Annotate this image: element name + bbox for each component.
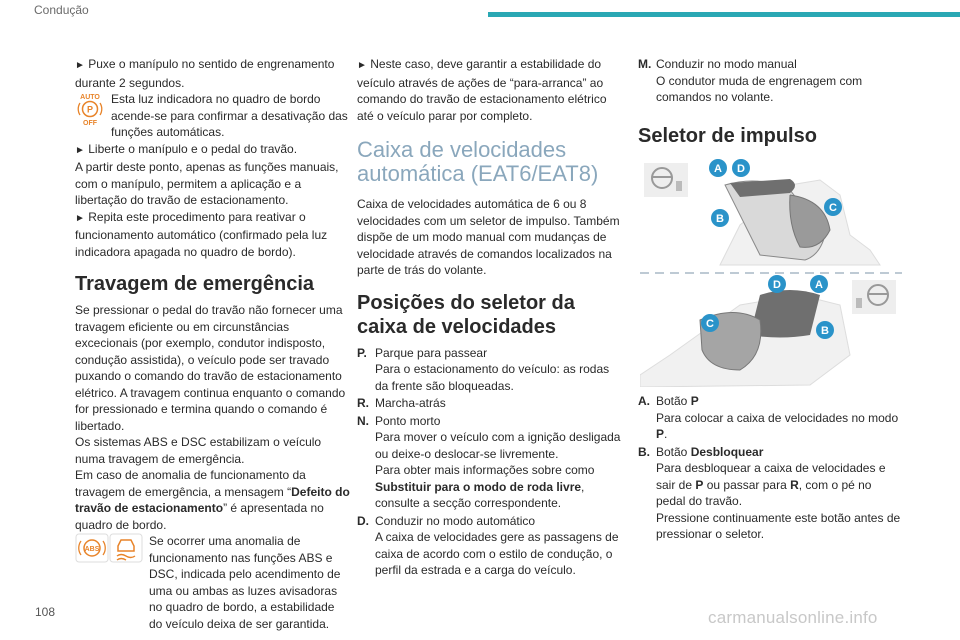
paragraph: A partir deste ponto, apenas as funções manuais, com o manípulo, permitem a aplicação e a libertação do travão de estacionamento. <box>75 160 339 207</box>
abs-dsc-note: ABS Se ocorrer uma anomalia de funcionamento nas funções ABS e DSC, indicada pelo acendimento de uma ou ambas as luzes avisadoras no quadro de bordo, a estabilidade do veículo deixa de ser garantida. <box>75 533 350 632</box>
svg-text:A: A <box>714 163 722 175</box>
svg-text:D: D <box>737 163 745 175</box>
column-1 <box>75 56 350 632</box>
heading-selector-positions: Posições do seletor da caixa de velocidades <box>357 291 575 338</box>
arrow-bullet-icon: ► <box>75 144 85 156</box>
indicator-note: AUTO P OFF Esta luz indicadora no quadro de bordo acende-se para confirmar a desativação das funções automáticas. <box>75 91 350 141</box>
badge-a-bottom <box>810 275 828 293</box>
badge-a-top <box>709 159 727 177</box>
svg-text:AUTO: AUTO <box>80 94 100 101</box>
badge-d-bottom <box>768 275 786 293</box>
position-d: D. Conduzir no modo automático A caixa de velocidades gere as passagens de caixa de acordo com o estilo de condução, o perfil da estrada e a carga do veículo. <box>357 513 619 577</box>
position-m: M. Conduzir no modo manual O condutor muda de engrenagem com comandos no volante. <box>638 57 863 104</box>
badge-c-bottom <box>701 314 719 332</box>
column-3-defs <box>638 393 903 544</box>
svg-text:B: B <box>821 325 829 337</box>
svg-text:P: P <box>86 104 94 115</box>
unlock-button-def: B. Botão Desbloquear Para desbloquear a caixa de velocidades e sair de P ou passar para R, com o pé no pedal do travão. Pressione continuamente este botão antes de pressionar o seletor. <box>638 444 901 541</box>
selector-lever-bottom <box>640 290 850 387</box>
steering-wheel-lhd-icon <box>644 163 688 197</box>
svg-text:C: C <box>706 318 714 330</box>
heading-automatic-gearbox: Caixa de velocidades automática (EAT6/EAT8) <box>357 137 599 186</box>
position-p: P. Parque para passear Para o estacionamento do veículo: as rodas da frente são bloqueadas. <box>357 345 610 393</box>
paragraph: ► Puxe o manípulo no sentido de engrenamento durante 2 segundos. <box>75 57 335 90</box>
selector-lever-top <box>720 179 880 265</box>
svg-text:C: C <box>829 202 837 214</box>
arrow-bullet-icon: ► <box>75 60 85 71</box>
paragraph: Os sistemas ABS e DSC estabilizam o veículo numa travagem de emergência. <box>75 435 322 466</box>
heading-emergency-braking: Travagem de emergência <box>75 273 315 295</box>
page-header-title: Condução <box>34 3 89 17</box>
paragraph: ► Repita este procedimento para reativar o funcionamento automático (confirmado pela luz indicadora apagada no quadro de bordo). <box>75 209 328 259</box>
button-p-def: A. Botão P Para colocar a caixa de velocidades no modo P. <box>638 394 899 441</box>
paragraph: Em caso de anomalia de funcionamento da travagem de emergência, a mensagem “Defeito do travão de estacionamento” é apresentada no quadro de bordo. <box>75 468 350 532</box>
paragraph: Se pressionar o pedal do travão não fornecer uma travagem eficiente ou em circunstâncias excecionais (por exemplo, condutor indisposto, condução assistida), o veículo pode ser travado puxando o comando do travão de estacionamento elétrico. A travagem continua enquanto o comando for pressionado e termina quando o comando é libertado. <box>75 303 346 433</box>
paragraph: ► Liberte o manípulo e o pedal do travão. <box>75 141 298 156</box>
steering-wheel-rhd-icon <box>852 280 896 314</box>
impulse-selector-illustration <box>640 155 902 387</box>
page-number: 108 <box>35 605 56 619</box>
paragraph: Caixa de velocidades automática de 6 ou 8 velocidades com um seletor de impulso. Também dispõe de um modo manual com mudanças de velocidade através de comandos localizados na parte de trás do volante. <box>357 197 620 277</box>
svg-text:A: A <box>815 279 823 291</box>
dsc-warning-icon <box>109 533 143 568</box>
svg-text:B: B <box>716 213 724 225</box>
badge-c-top <box>824 198 842 216</box>
paragraph: ► Neste caso, deve garantir a estabilidade do veículo através de ações de “para-arranca” ao comando do travão de estacionamento elétrico até o veículo parar por completo. <box>357 57 607 123</box>
badge-d-top <box>732 159 750 177</box>
position-n: N. Ponto morto Para mover o veículo com a ignição desligada ou deixe-o deslocar-se livremente. Para obter mais informações sobre como Substituir para o modo de roda livre, consulte a secção correspondente. <box>357 413 621 510</box>
arrow-bullet-icon: ► <box>357 60 367 71</box>
heading-impulse-selector: Seletor de impulso <box>638 124 817 147</box>
auto-off-parking-brake-icon <box>75 92 105 131</box>
column-2 <box>357 56 622 580</box>
svg-text:D: D <box>773 279 781 291</box>
column-3 <box>638 56 903 154</box>
header-accent-bar <box>488 12 960 17</box>
badge-b-bottom <box>816 321 834 339</box>
svg-text:ABS: ABS <box>84 546 100 553</box>
watermark: carmanualsonline.info <box>708 608 878 627</box>
position-r: R. Marcha-atrás <box>357 396 446 410</box>
svg-text:OFF: OFF <box>83 120 97 126</box>
abs-warning-icon <box>75 533 109 568</box>
arrow-bullet-icon: ► <box>75 212 85 224</box>
badge-b-top <box>711 209 729 227</box>
